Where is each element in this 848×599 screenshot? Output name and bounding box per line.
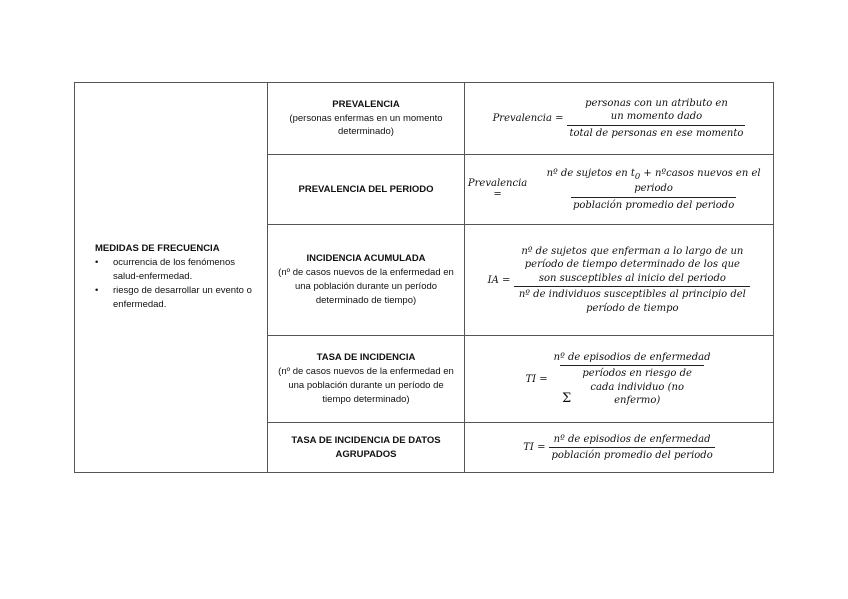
measure-name-cell <box>268 83 465 155</box>
subscript: 0 <box>634 170 641 181</box>
formula-lhs: Prevalencia = <box>467 178 528 201</box>
measure-description: (nº de casos nuevos de la enfermedad en una población durante un período de tiempo determinado) <box>278 366 454 405</box>
bullet-icon: • <box>95 257 99 269</box>
sigma-icon: Σ <box>561 390 572 406</box>
denominator-text: períodos en riesgo de cada individuo (no enfermo) <box>582 368 692 406</box>
fraction-denominator: total de personas en ese momento <box>567 125 745 141</box>
measure-description: (nº de casos nuevos de la enfermedad en una población durante un período determinado de tiempo) <box>278 267 454 306</box>
fraction-denominator <box>560 365 704 408</box>
measure-name-cell <box>268 155 465 225</box>
table-row <box>75 83 774 155</box>
list-item <box>95 284 261 312</box>
fraction <box>552 351 713 408</box>
measure-name-cell <box>268 225 465 336</box>
formula-cell <box>465 225 774 336</box>
fraction <box>549 433 714 463</box>
fraction <box>514 245 750 316</box>
bullet-text: ocurrencia de los fenómenos salud-enfermedad. <box>113 257 235 283</box>
bullet-text: riesgo de desarrollar un evento o enfermedad. <box>113 285 252 310</box>
formula-lhs: TI = <box>523 442 546 453</box>
fraction-numerator: nº de episodios de enfermedad <box>553 351 711 363</box>
prevalence-formula <box>493 97 746 141</box>
measure-title: PREVALENCIA <box>332 98 400 110</box>
measure-name-cell <box>268 336 465 423</box>
numerator-text: + nºcasos nuevos en el periodo <box>634 167 761 195</box>
measure-title: INCIDENCIA ACUMULADA <box>306 253 426 265</box>
incidence-rate-formula <box>525 351 712 408</box>
measure-description: (personas enfermas en un momento determinado) <box>289 112 443 138</box>
numerator-text: nº de sujetos en t <box>546 167 635 179</box>
formula-cell <box>465 155 774 225</box>
category-title: MEDIDAS DE FRECUENCIA <box>95 243 220 255</box>
fraction <box>534 167 773 212</box>
bullet-icon: • <box>95 285 99 296</box>
formula-lhs: IA = <box>487 274 511 286</box>
fraction-denominator: población promedio del periodo <box>571 197 736 213</box>
fraction <box>567 97 745 141</box>
formula-lhs: TI = <box>525 373 548 385</box>
period-prevalence-formula <box>465 167 773 212</box>
formula-cell <box>465 423 774 473</box>
category-cell <box>75 83 268 473</box>
measure-name-cell <box>268 423 465 473</box>
formula-cell <box>465 336 774 423</box>
measure-title: TASA DE INCIDENCIA <box>316 352 416 364</box>
measure-title: TASA DE INCIDENCIA DE DATOS AGRUPADOS <box>291 434 441 460</box>
formula-cell <box>465 83 774 155</box>
measure-title: PREVALENCIA DEL PERIODO <box>298 183 434 195</box>
fraction-numerator: personas con un atributo en un momento dado <box>585 97 728 123</box>
fraction-numerator: nº de sujetos que enferman a lo largo de un período de tiempo determinado de los que son susceptibles al inicio del periodo <box>521 245 744 284</box>
category-bullet-list <box>95 256 261 311</box>
grouped-incidence-rate-formula <box>523 433 714 463</box>
fraction-numerator: nº de episodios de enfermedad <box>553 433 711 445</box>
cumulative-incidence-formula <box>488 245 751 316</box>
fraction-numerator <box>534 167 773 197</box>
fraction-denominator: población promedio del periodo <box>549 447 714 463</box>
formula-lhs: Prevalencia = <box>492 113 564 124</box>
list-item <box>95 256 261 284</box>
frequency-measures-table <box>74 82 774 473</box>
fraction-denominator: nº de individuos susceptibles al principio del período de tiempo <box>514 286 750 315</box>
